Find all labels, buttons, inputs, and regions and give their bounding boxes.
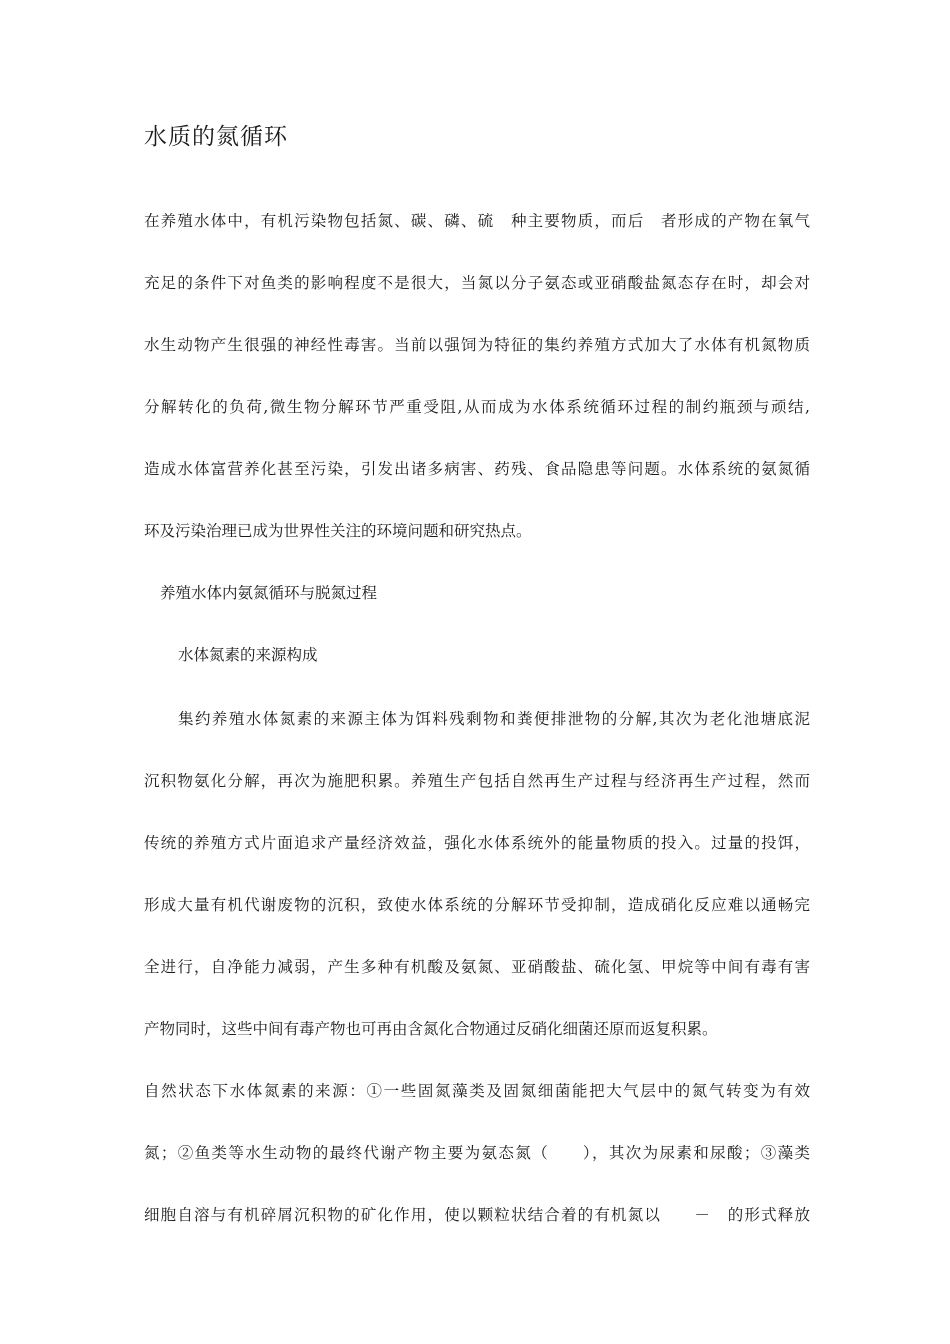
paragraph-line: 造成水体富营养化甚至污染，引发出诸多病害、药残、食品隐患等问题。水体系统的氨氮循: [144, 460, 810, 478]
paragraph-line: 自然状态下水体氮素的来源：①一些固氮藻类及固氮细菌能把大气层中的氮气转变为有效: [144, 1082, 810, 1100]
paragraph-line: 氮；②鱼类等水生动物的最终代谢产物主要为氨态氮（ ），其次为尿素和尿酸；③藻类: [144, 1144, 810, 1162]
paragraph-line: 形成大量有机代谢废物的沉积，致使水体系统的分解环节受抑制，造成硝化反应难以通畅完: [144, 896, 810, 914]
paragraph-line: 产物同时，这些中间有毒产物也可再由含氮化合物通过反硝化细菌还原而返复积累。: [144, 1020, 718, 1038]
paragraph-line: 环及污染治理已成为世界性关注的环境问题和研究热点。: [144, 522, 532, 540]
paragraph-line: 在养殖水体中，有机污染物包括氮、碳、磷、硫 种主要物质，而后 者形成的产物在氧气: [144, 212, 810, 230]
paragraph-line: 全进行，自净能力减弱，产生多种有机酸及氨氮、亚硝酸盐、硫化氢、甲烷等中间有毒有害: [144, 958, 810, 976]
paragraph-line: 沉积物氨化分解，再次为施肥积累。养殖生产包括自然再生产过程与经济再生产过程，然而: [144, 772, 810, 790]
paragraph-line: 水生动物产生很强的神经性毒害。当前以强饲为特征的集约养殖方式加大了水体有机氮物质: [144, 336, 810, 354]
document-title: 水质的氮循环: [144, 124, 288, 150]
subsection-heading: 水体氮素的来源构成: [178, 646, 318, 664]
paragraph-line: 细胞自溶与有机碎屑沉积物的矿化作用，使以颗粒状结合着的有机氮以 － 的形式释放: [144, 1206, 810, 1224]
section-heading: 养殖水体内氨氮循环与脱氮过程: [160, 584, 378, 602]
paragraph-line: 传统的养殖方式片面追求产量经济效益，强化水体系统外的能量物质的投入。过量的投饵，: [144, 834, 810, 852]
paragraph-line: 分解转化的负荷,微生物分解环节严重受阻,从而成为水体系统循环过程的制约瓶颈与顽结,: [144, 398, 810, 416]
paragraph-line: 充足的条件下对鱼类的影响程度不是很大，当氮以分子氨态或亚硝酸盐氮态存在时，却会对: [144, 274, 810, 292]
paragraph-line: 集约养殖水体氮素的来源主体为饵料残剩物和粪便排泄物的分解,其次为老化池塘底泥: [178, 710, 810, 728]
